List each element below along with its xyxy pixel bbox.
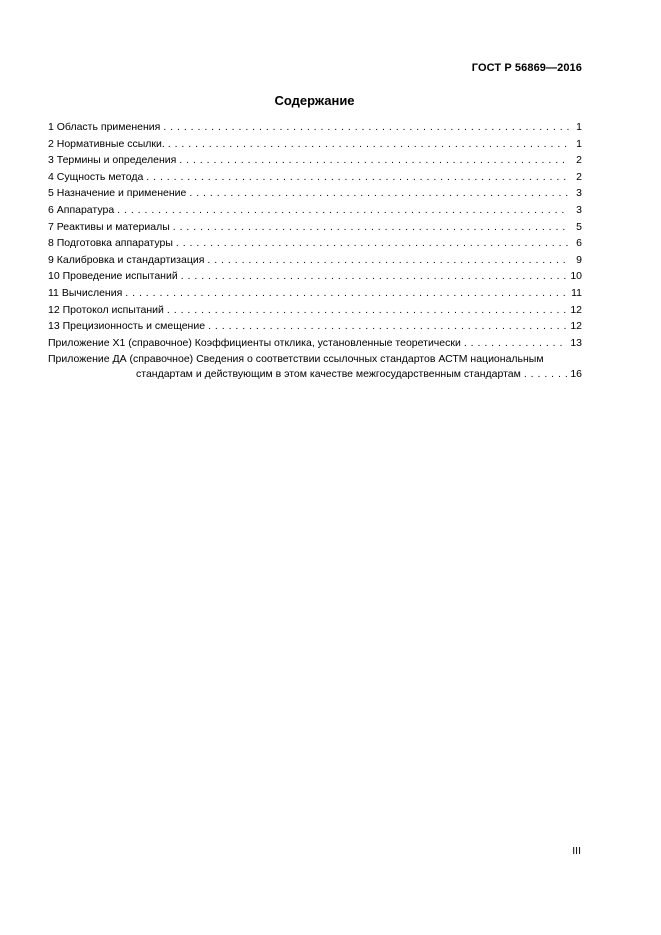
toc-entry[interactable] (48, 119, 582, 136)
toc-entry[interactable] (48, 202, 582, 219)
toc-leader-dots (207, 252, 569, 269)
toc-leader-dots (173, 219, 569, 236)
toc-leader-dots (181, 268, 568, 285)
toc-leader-dots (176, 235, 569, 252)
toc-entry-page: 6 (576, 237, 582, 250)
page-number: III (572, 845, 581, 857)
toc-entry[interactable] (48, 219, 582, 236)
toc-leader-dots (125, 285, 568, 302)
toc-entry-page: 16 (570, 368, 582, 381)
toc-entry-label: 11 Вычисления (48, 286, 123, 299)
toc-leader-dots (168, 136, 569, 153)
toc-entry-label-line1: Приложение ДА (справочное) Сведения о соответствии ссылочных стандартов АСТМ национальным (48, 353, 544, 366)
toc-leader-dots (146, 169, 569, 186)
toc-entry-label: Приложение Х1 (справочное) Коэффициенты отклика, установленные теоретически (48, 336, 461, 349)
toc-entry[interactable] (48, 268, 582, 285)
toc-leader-dots (163, 119, 569, 136)
toc-entry-page: 3 (576, 203, 582, 216)
toc-entry-page: 12 (570, 303, 582, 316)
toc-entry-page: 5 (576, 220, 582, 233)
toc-leader-dots (464, 335, 567, 352)
toc-entry-page: 10 (570, 270, 582, 283)
toc-entry-label: 7 Реактивы и материалы (48, 220, 170, 233)
toc-entry-page: 1 (576, 137, 582, 150)
toc-entry-label: 13 Прецизионность и смещение (48, 320, 206, 333)
toc-entry[interactable] (48, 185, 582, 202)
toc-leader-dots (179, 152, 569, 169)
toc-entry-label: 2 Нормативные ссылки. (48, 137, 165, 150)
toc-entry-appendix-x1[interactable] (48, 335, 582, 352)
toc-leader-dots (117, 202, 569, 219)
toc-entry-label: 8 Подготовка аппаратуры (48, 237, 173, 250)
toc-entry-label: 3 Термины и определения (48, 154, 177, 167)
toc-entry-page: 3 (576, 187, 582, 200)
toc-entry-label: 10 Проведение испытаний (48, 270, 178, 283)
toc-entry-page: 11 (571, 286, 582, 299)
toc-entry-label: 5 Назначение и применение (48, 187, 187, 200)
toc-entry[interactable] (48, 302, 582, 319)
toc-entry-page: 1 (576, 121, 582, 133)
toc-entry-appendix-da[interactable] (48, 352, 582, 382)
toc-entry[interactable] (48, 169, 582, 186)
toc-entry-label: 12 Протокол испытаний (48, 303, 164, 316)
toc-entry[interactable] (48, 136, 582, 153)
toc-title: Содержание (274, 93, 355, 108)
toc-entry-label: 1 Область применения (48, 121, 161, 133)
toc-entry-page: 2 (576, 154, 582, 167)
toc-entry-label: 6 Аппаратура (48, 203, 115, 216)
toc-entry-label-line2: стандартам и действующим в этом качестве межгосударственным стандартам (136, 368, 521, 381)
toc-entry-page: 12 (570, 320, 582, 333)
toc-leader-dots (189, 185, 569, 202)
toc-entry-label: 4 Сущность метода (48, 170, 144, 183)
toc-entry-page: 9 (576, 253, 582, 266)
table-of-contents (48, 119, 582, 382)
toc-leader-dots (524, 367, 567, 382)
document-code: ГОСТ Р 56869—2016 (471, 62, 582, 74)
toc-entry[interactable] (48, 152, 582, 169)
toc-entry[interactable] (48, 235, 582, 252)
toc-entry-page: 2 (576, 170, 582, 183)
toc-entry-label: 9 Калибровка и стандартизация (48, 253, 205, 266)
toc-entry[interactable] (48, 318, 582, 335)
toc-entry[interactable] (48, 285, 582, 302)
toc-leader-dots (167, 302, 567, 319)
toc-entry[interactable] (48, 252, 582, 269)
toc-leader-dots (208, 318, 567, 335)
toc-entry-page: 13 (570, 336, 582, 349)
